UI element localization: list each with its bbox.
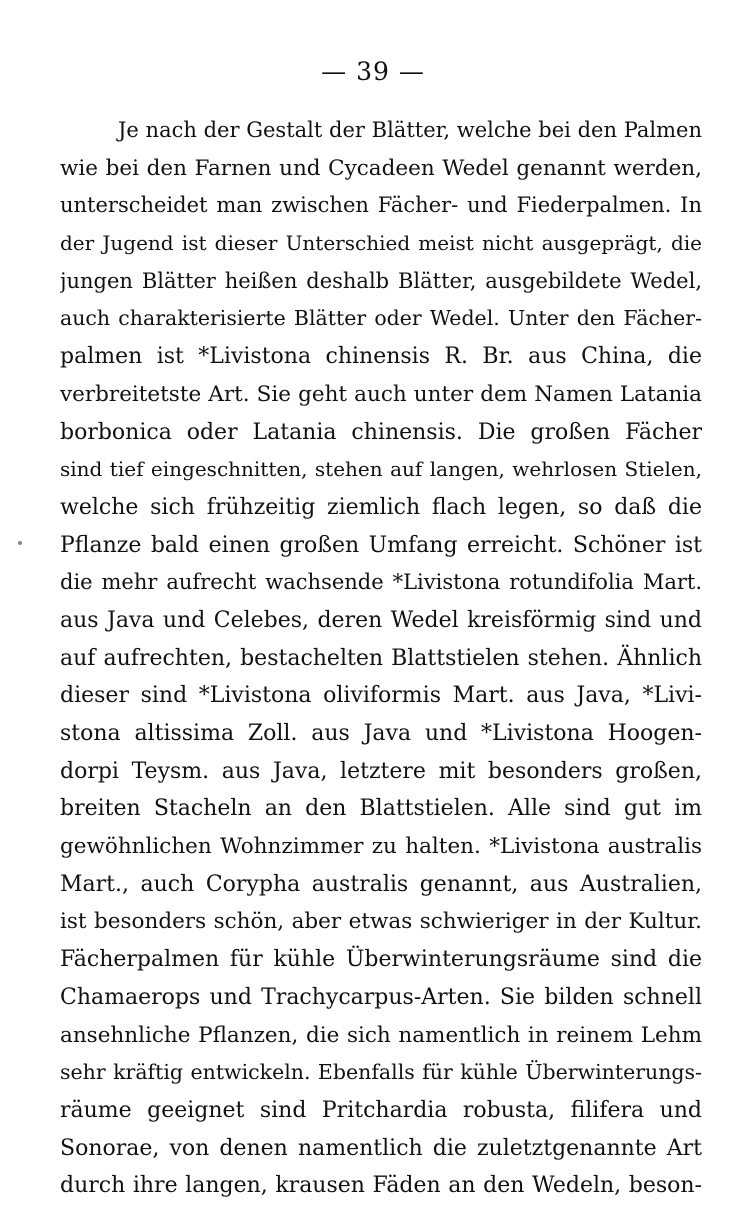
text-line: der Jugend ist dieser Unterschied meist nicht ausgeprägt, die [60, 231, 702, 256]
text-line: sehr kräftig entwickeln. Ebenfalls für kühle Überwinterungs- [60, 1060, 702, 1085]
text-line: auf aufrechten, bestachelten Blattstielen stehen. Ähnlich [60, 645, 702, 671]
text-line: durch ihre langen, krausen Fäden an den Wedeln, beson- [60, 1173, 702, 1199]
text-line: Chamaerops und Trachycarpus-Arten. Sie bilden schnell [60, 984, 702, 1010]
text-line: ist besonders schön, aber etwas schwieriger in der Kultur. [60, 909, 702, 935]
text-line: Pflanze bald einen großen Umfang erreicht. Schöner ist [60, 532, 702, 558]
text-line: sind tief eingeschnitten, stehen auf langen, wehrlosen Stielen, [60, 457, 702, 482]
body-text [60, 112, 702, 1205]
text-line: palmen ist *Livistona chinensis R. Br. aus China, die [60, 344, 702, 370]
text-line: auch charakterisierte Blätter oder Wedel. Unter den Fächer- [60, 306, 702, 331]
print-speck [18, 541, 22, 545]
text-line: verbreitetste Art. Sie geht auch unter dem Namen Latania [60, 381, 702, 407]
text-line: gewöhnlichen Wohnzimmer zu halten. *Livistona australis [60, 834, 702, 860]
text-line: Fächerpalmen für kühle Überwinterungsräume sind die [60, 947, 702, 973]
text-line: wie bei den Farnen und Cycadeen Wedel genannt werden, [60, 155, 702, 181]
text-line: borbonica oder Latania chinensis. Die großen Fächer [60, 419, 702, 445]
page-number: — 39 — [321, 57, 425, 86]
text-line: die mehr aufrecht wachsende *Livistona rotundifolia Mart. [60, 570, 702, 595]
text-line: unterscheidet man zwischen Fächer- und Fiederpalmen. In [60, 193, 702, 218]
text-line: breiten Stacheln an den Blattstielen. Alle sind gut im [60, 796, 702, 822]
text-line: Mart., auch Corypha australis genannt, aus Australien, [60, 871, 702, 897]
text-line: dieser sind *Livistona oliviformis Mart. aus Java, *Livi- [60, 683, 702, 709]
text-line: welche sich frühzeitig ziemlich flach legen, so daß die [60, 494, 702, 520]
text-line: Sonorae, von denen namentlich die zuletztgenannte Art [60, 1135, 702, 1161]
text-line: stona altissima Zoll. aus Java und *Livistona Hoogen- [60, 721, 702, 746]
text-line: ansehnliche Pflanzen, die sich namentlich in reinem Lehm [60, 1022, 702, 1048]
text-line: räume geeignet sind Pritchardia robusta, filifera und [60, 1097, 702, 1123]
text-line: aus Java und Celebes, deren Wedel kreisförmig sind und [60, 607, 702, 633]
text-line: Je nach der Gestalt der Blätter, welche bei den Palmen [118, 118, 702, 142]
text-line: dorpi Teysm. aus Java, letztere mit besonders großen, [60, 758, 702, 784]
text-line: jungen Blätter heißen deshalb Blätter, ausgebildete Wedel, [60, 268, 702, 293]
